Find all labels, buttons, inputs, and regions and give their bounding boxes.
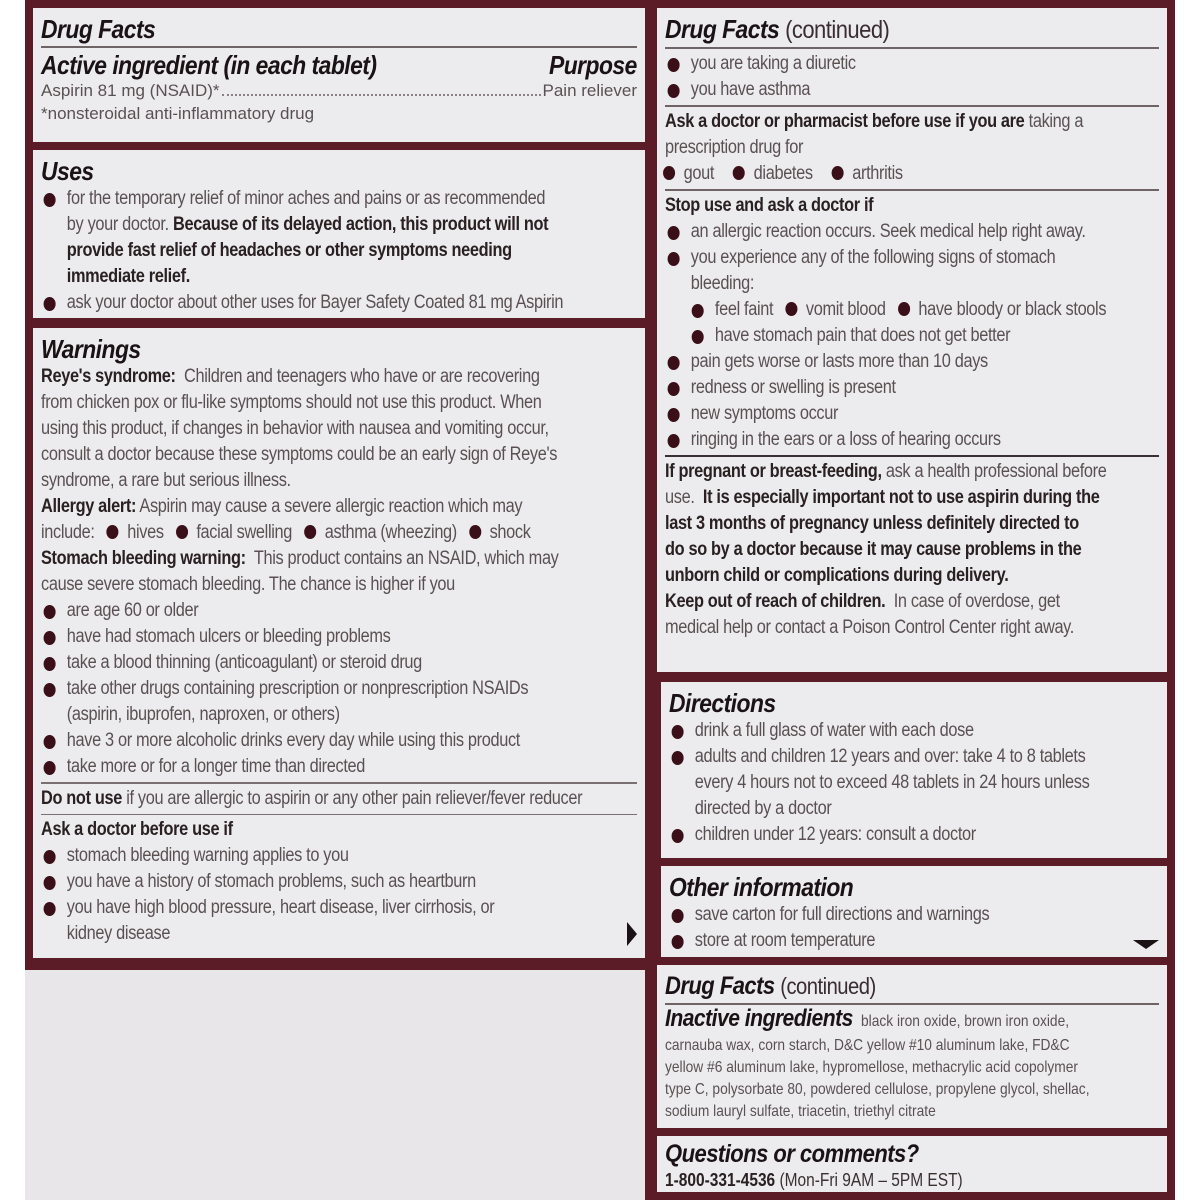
list-item: you have a history of stomach problems, such as heartburn xyxy=(41,869,554,895)
continued-title: Drug Facts (continued) xyxy=(665,14,890,44)
bleeding-signs: feel faint vomit blood have bloody or black stools xyxy=(665,297,1090,323)
ingredient-name: Aspirin 81 mg (NSAID)* xyxy=(41,81,220,100)
list-item: an allergic reaction occurs. Seek medical help right away. xyxy=(665,219,1090,245)
divider xyxy=(41,46,637,48)
divider xyxy=(665,189,1159,191)
other-information-title: Other information xyxy=(669,872,854,902)
uses-title: Uses xyxy=(41,156,94,186)
keep-out-of-reach: Keep out of reach of children. In case of overdose, get xyxy=(665,591,1060,612)
list-item: stomach bleeding warning applies to you xyxy=(41,843,554,869)
questions-title: Questions or comments? xyxy=(665,1140,919,1168)
purpose-heading: Purpose xyxy=(549,50,637,80)
list-item: redness or swelling is present xyxy=(665,375,1090,401)
blank-area xyxy=(25,970,645,1200)
drug-facts-panel xyxy=(33,8,645,142)
pregnancy-warning: If pregnant or breast-feeding, ask a health professional before xyxy=(665,461,1107,482)
list-item: for the temporary relief of minor aches and pains or as recommended xyxy=(41,186,554,212)
dot-leader xyxy=(222,94,541,96)
ingredient-purpose: Pain reliever xyxy=(542,81,637,100)
bullet-icon xyxy=(44,297,56,311)
list-item: you are taking a diuretic xyxy=(665,51,1090,77)
stomach-warning: Stomach bleeding warning: This product contains an NSAID, which may xyxy=(41,548,559,569)
list-item: take a blood thinning (anticoagulant) or steroid drug xyxy=(41,650,554,676)
list-item: you have high blood pressure, heart disease, liver cirrhosis, or xyxy=(41,895,554,921)
list-item: have 3 or more alcoholic drinks every day while using this product xyxy=(41,728,554,754)
list-item: drink a full glass of water with each dose xyxy=(669,718,1090,744)
list-item: have stomach pain that does not get better xyxy=(665,323,1090,349)
list-item: you experience any of the following signs of stomach xyxy=(665,245,1090,271)
list-item: are age 60 or older xyxy=(41,598,554,624)
list-item: ringing in the ears or a loss of hearing occurs xyxy=(665,427,1090,453)
list-item: store at room temperature xyxy=(669,928,1090,954)
directions-title: Directions xyxy=(669,688,776,718)
drug-facts-title: Drug Facts xyxy=(41,14,156,44)
uses-panel: Uses for the temporary relief of minor aches and pains or as recommended by your doctor. Because of its delayed action, this product will not provide fast relief of headaches or other symptoms needing immediate relief. ask your doctor about other uses for Bayer Safety Coated 81 mg Aspirin xyxy=(33,150,645,318)
warnings-panel: Warnings Reye's syndrome: Children and teenagers who have or are recovering from chicken pox or flu-like symptoms should not use this product. When using this product, if changes in behavior with nausea and vomiting occur, consult a doctor because these symptoms could be an early sign of Reye's syndrome, a rare but serious illness. Allergy alert: Aspirin may cause a severe allergic reaction which may include: hives facial swelling asthma (wheezing) shock Stomach bleeding warning: This product contains an NSAID, which may cause severe stomach bleeding. The chance is higher if you are age 60 or older have had stomach ulcers or bleeding problems take a blood thinning (anticoagulant) or steroid drug take other drugs containing prescription or nonprescription NSAIDs (aspirin, ibuprofen, naproxen, or others) have 3 or more alcoholic drinks every day while using this product take more or for a longer time than directed Do not use if you are allergic to aspirin or any other pain reliever/fever reducer Ask a doctor before use if stomach bleeding warning applies to you you have a history of stomach problems, such as heartburn you have high blood pressure, heart disease, liver cirrhosis, or kidney disease xyxy=(33,328,645,958)
phone-number: 1-800-331-4536 xyxy=(665,1170,776,1190)
divider xyxy=(665,105,1159,107)
allergy-alert: Allergy alert: Aspirin may cause a severe allergic reaction which may xyxy=(41,496,523,517)
list-item: have had stomach ulcers or bleeding problems xyxy=(41,624,554,650)
questions-panel xyxy=(657,1136,1167,1192)
ask-pharmacist: Ask a doctor or pharmacist before use if you are taking a xyxy=(665,111,1084,132)
allergy-items: include: hives facial swelling asthma (wheezing) shock xyxy=(41,522,531,543)
list-item: take more or for a longer time than directed xyxy=(41,754,554,780)
divider xyxy=(665,455,1159,457)
continued-title: Drug Facts (continued) xyxy=(665,972,876,1000)
inactive-ingredients-panel: Drug Facts (continued) Inactive ingredients black iron oxide, brown iron oxide, carnauba wax, corn starch, D&C yellow #10 aluminum lake, FD&C yellow #6 aluminum lake, hypromellose, methacrylic acid copolymer type C, polysorbate 80, powdered cellulose, propylene glycol, shellac, sodium lauryl sulfate, triacetin, triethyl citrate xyxy=(657,965,1167,1128)
list-item: ask your doctor about other uses for Bayer Safety Coated 81 mg Aspirin xyxy=(41,290,554,316)
list-item-continued: by your doctor. Because of its delayed action, this product will not xyxy=(66,214,549,235)
list-item: pain gets worse or lasts more than 10 days xyxy=(665,349,1090,375)
arrow-right-icon xyxy=(627,922,637,946)
list-item: you have asthma xyxy=(665,77,1090,103)
stop-use-heading: Stop use and ask a doctor if xyxy=(665,195,874,216)
active-ingredient-heading: Active ingredient (in each tablet) xyxy=(41,50,377,80)
arrow-down-icon xyxy=(1133,940,1159,949)
drug-facts-continued-panel: Drug Facts (continued) you are taking a diuretic you have asthma Ask a doctor or pharmacist before use if you are taking a prescription drug for gout diabetes arthritis Stop use and ask a doctor if an allergic reaction occurs. Seek medical help right away. you experience any of the following signs of stomach bleeding: feel faint vomit blood have bloody or black stools have stomach pain that does not get better pain gets worse or lasts more than 10 days redness or swelling is present new symptoms occur ringing in the ears or a loss of hearing occurs If pregnant or breast-feeding, ask a health professional before use. It is especially important not to use aspirin during the last 3 months of pregnancy unless definitely directed to do so by a doctor because it may cause problems in the unborn child or complications during delivery. Keep out of reach of children. In case of overdose, get medical help or contact a Poison Control Center right away. xyxy=(657,8,1167,672)
ask-doctor-heading: Ask a doctor before use if xyxy=(41,819,233,840)
warnings-title: Warnings xyxy=(41,334,141,364)
bullet-icon xyxy=(44,193,56,207)
footnote: *nonsteroidal anti-inflammatory drug xyxy=(41,104,315,123)
list-item: take other drugs containing prescription or nonprescription NSAIDs xyxy=(41,676,554,702)
divider xyxy=(41,782,637,784)
directions-panel: Directions drink a full glass of water with each dose adults and children 12 years and over: take 4 to 8 tablets every 4 hours not to exceed 48 tablets in 24 hours unless directed by a doctor children under 12 years: consult a doctor xyxy=(661,682,1167,858)
list-item: adults and children 12 years and over: take 4 to 8 tablets xyxy=(669,744,1090,770)
reyes-line: Reye's syndrome: Children and teenagers who have or are recovering xyxy=(41,366,540,387)
condition-items: gout diabetes arthritis xyxy=(657,161,1088,187)
list-item: save carton for full directions and warnings xyxy=(669,902,1090,928)
inactive-ingredients-heading: Inactive ingredients xyxy=(665,1005,853,1032)
phone-line: 1-800-331-4536 (Mon-Fri 9AM – 5PM EST) xyxy=(665,1170,963,1190)
list-item: new symptoms occur xyxy=(665,401,1090,427)
do-not-use: Do not use if you are allergic to aspirin or any other pain reliever/fever reducer xyxy=(41,787,583,809)
other-information-panel xyxy=(661,866,1167,957)
divider xyxy=(665,47,1159,49)
divider xyxy=(41,814,637,816)
list-item: children under 12 years: consult a doctor xyxy=(669,822,1090,848)
